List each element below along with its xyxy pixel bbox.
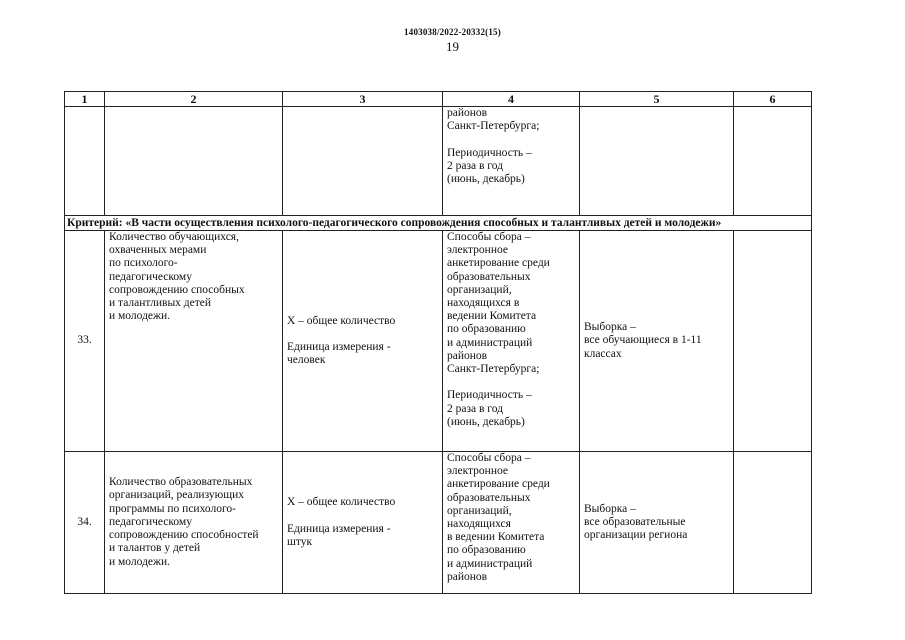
column-header-1: 1: [65, 92, 105, 107]
column-header-4: 4: [443, 92, 580, 107]
notes-cell: [734, 452, 812, 594]
cell-empty: [105, 107, 283, 216]
table-row: [65, 231, 812, 452]
criterion-row: [65, 216, 812, 231]
indicator-cell: Количество обучающихся, охваченных мерами по психолого- педагогическому сопровождению способных и талантливых детей и молодежи.: [105, 231, 283, 452]
column-header-6: 6: [734, 92, 812, 107]
sample-cell: Выборка – все обучающиеся в 1-11 классах: [580, 231, 734, 452]
cell-empty: [283, 107, 443, 216]
indicators-table: [64, 91, 812, 594]
continuation-method-cell: районов Санкт-Петербурга; Периодичность – 2 раза в год (июнь, декабрь): [443, 107, 580, 216]
column-header-2: 2: [105, 92, 283, 107]
cell-empty: [65, 107, 105, 216]
cell-empty: [580, 107, 734, 216]
notes-cell: [734, 231, 812, 452]
sample-cell: Выборка – все образовательные организации региона: [580, 452, 734, 594]
column-header-3: 3: [283, 92, 443, 107]
method-cell: Способы сбора – электронное анкетирование среди образовательных организаций, находящихся в ведении Комитета по образованию и администраций районов: [443, 452, 580, 594]
indicator-cell: Количество образовательных организаций, реализующих программы по психолого- педагогическому сопровождению способностей и талантов у детей и молодежи.: [105, 452, 283, 594]
page-number: 19: [446, 39, 459, 54]
document-number: 1403038/2022-20332(15): [404, 27, 501, 37]
criterion-heading: Критерий: «В части осуществления психолого-педагогического сопровождения способных и талантливых детей и молодежи»: [65, 216, 812, 231]
column-header-5: 5: [580, 92, 734, 107]
method-cell: Способы сбора – электронное анкетирование среди образовательных организаций, находящихся в ведении Комитета по образованию и администраций районов Санкт-Петербурга; Периодичность – 2 раза в год (июнь, декабрь): [443, 231, 580, 452]
table-row: [65, 452, 812, 594]
row-number: 34.: [65, 452, 105, 594]
continuation-row: [65, 107, 812, 216]
table-header-row: [65, 92, 812, 107]
cell-empty: [734, 107, 812, 216]
row-number: 33.: [65, 231, 105, 452]
formula-cell: X – общее количество Единица измерения - человек: [283, 231, 443, 452]
formula-cell: X – общее количество Единица измерения - штук: [283, 452, 443, 594]
